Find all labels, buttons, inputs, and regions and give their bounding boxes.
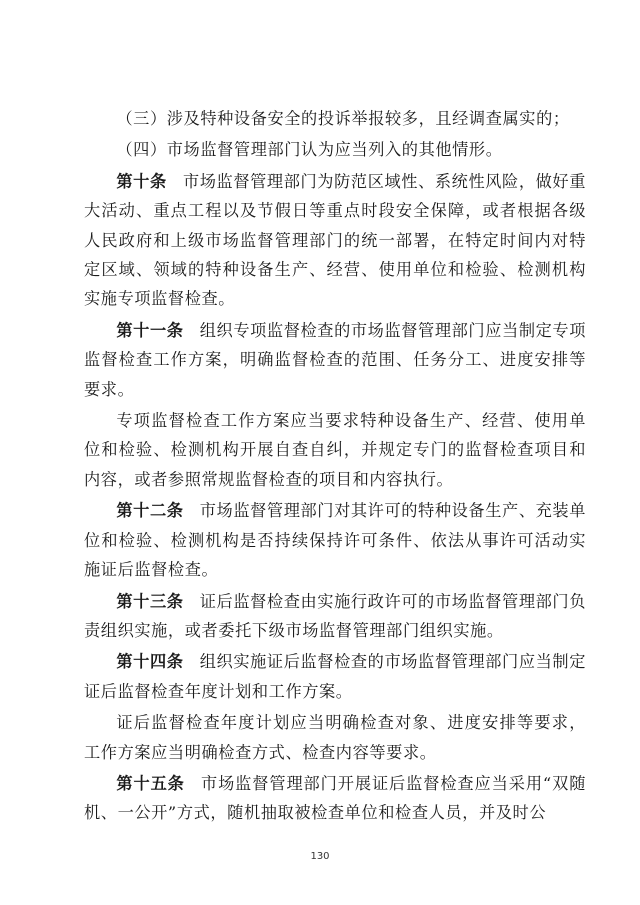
page-number: 130 xyxy=(310,851,330,862)
article-11-paragraph-2 xyxy=(84,406,586,494)
paragraph-text: （三）涉及特种设备安全的投诉举报较多，且经调查属实的； xyxy=(116,109,570,128)
body-text xyxy=(84,104,586,830)
paragraph-text: 市场监督管理部门对其许可的特种设备生产、充装单位和检验、检测机构是否持续保持许可条件、依法从事许可活动实施证后监督检查。 xyxy=(84,501,586,580)
paragraph-text: 市场监督管理部门开展证后监督检查应当采用“双随机、一公开”方式，随机抽取被检查单位和检查人员，并及时公 xyxy=(84,773,586,823)
article-heading: 第十五条 xyxy=(116,773,185,793)
paragraph-text: 证后监督检查年度计划应当明确检查对象、进度安排等要求，工作方案应当明确检查方式、检查内容等要求。 xyxy=(84,713,586,762)
article-heading: 第十条 xyxy=(116,171,167,191)
article-12 xyxy=(84,496,586,584)
article-11 xyxy=(84,316,586,404)
article-14-paragraph-2 xyxy=(84,708,586,767)
article-heading: 第十三条 xyxy=(116,591,184,611)
paragraph-item-3 xyxy=(84,104,586,133)
paragraph-text: 专项监督检查工作方案应当要求特种设备生产、经营、使用单位和检验、检测机构开展自查自纠，并规定专门的监督检查项目和内容，或者参照常规监督检查的项目和内容执行。 xyxy=(84,411,586,489)
paragraph-item-4 xyxy=(84,135,586,164)
paragraph-text: 组织专项监督检查的市场监督管理部门应当制定专项监督检查工作方案，明确监督检查的范围、任务分工、进度安排等要求。 xyxy=(84,320,586,399)
paragraph-text: 市场监督管理部门为防范区域性、系统性风险，做好重大活动、重点工程以及节假日等重点时段安全保障，或者根据各级人民政府和上级市场监督管理部门的统一部署，在特定时间内对特定区域、领域的特种设备生产、经营、使用单位和检验、检测机构实施专项监督检查。 xyxy=(84,171,586,309)
paragraph-text: 组织实施证后监督检查的市场监督管理部门应当制定证后监督检查年度计划和工作方案。 xyxy=(84,652,586,701)
article-heading: 第十一条 xyxy=(116,320,184,340)
article-14 xyxy=(84,647,586,706)
article-10 xyxy=(84,167,586,314)
article-13 xyxy=(84,587,586,646)
article-15 xyxy=(84,769,586,828)
article-heading: 第十二条 xyxy=(116,501,184,521)
paragraph-text: （四）市场监督管理部门认为应当列入的其他情形。 xyxy=(116,140,503,160)
article-heading: 第十四条 xyxy=(116,652,184,672)
paragraph-text: 证后监督检查由实施行政许可的市场监督管理部门负责组织实施，或者委托下级市场监督管理部门组织实施。 xyxy=(84,591,586,640)
